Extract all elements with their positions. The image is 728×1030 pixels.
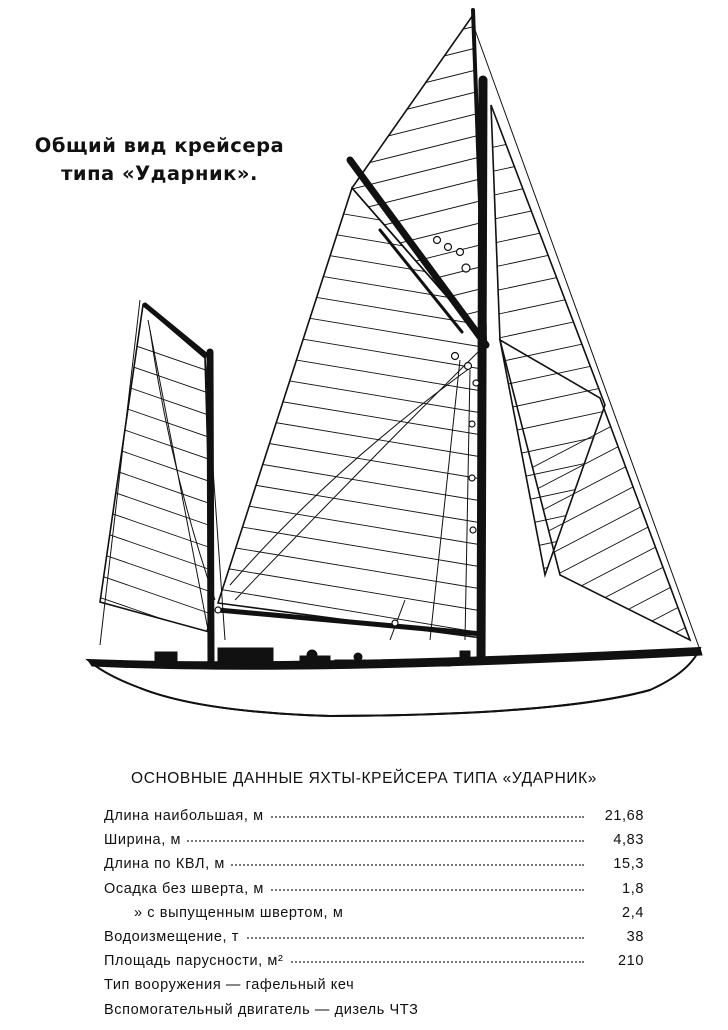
spec-row bbox=[104, 856, 644, 880]
spec-label: Тип вооружения — гафельный кеч bbox=[104, 977, 355, 994]
spec-label: Водоизмещение, т bbox=[104, 929, 245, 945]
rigging-blocks bbox=[215, 237, 479, 627]
spec-row bbox=[104, 953, 644, 977]
specs-table bbox=[104, 808, 644, 1026]
spec-label: Площадь парусности, м² bbox=[104, 953, 289, 969]
spec-row bbox=[104, 832, 644, 856]
spec-label: Длина наибольшая, м bbox=[104, 808, 270, 824]
spec-value: 2,4 bbox=[584, 905, 644, 921]
spec-label: » с выпущенным швертом, м bbox=[134, 905, 349, 921]
spec-value: 210 bbox=[584, 953, 644, 969]
caption-line-1: Общий вид крейсера bbox=[34, 134, 285, 157]
spec-value: 38 bbox=[584, 929, 644, 945]
spec-label: Осадка без шверта, м bbox=[104, 881, 270, 897]
spec-row bbox=[104, 977, 644, 1001]
caption-line-2: типа «Ударник». bbox=[61, 162, 258, 185]
spec-value: 15,3 bbox=[584, 856, 644, 872]
specs-title: ОСНОВНЫЕ ДАННЫЕ ЯХТЫ-КРЕЙСЕРА ТИПА «УДАРНИК» bbox=[131, 770, 597, 787]
spec-label: Ширина, м bbox=[104, 832, 187, 848]
main-sail bbox=[200, 188, 500, 658]
spec-row bbox=[104, 905, 644, 929]
spec-row bbox=[104, 881, 644, 905]
spec-row bbox=[104, 1002, 644, 1026]
hull bbox=[88, 648, 702, 716]
spec-label: Длина по КВЛ, м bbox=[104, 856, 231, 872]
spec-value: 1,8 bbox=[584, 881, 644, 897]
spec-value: 4,83 bbox=[584, 832, 644, 848]
spec-label: Вспомогательный двигатель — дизель ЧТЗ bbox=[104, 1001, 419, 1018]
spec-row bbox=[104, 808, 644, 832]
spec-row bbox=[104, 929, 644, 953]
spec-value: 21,68 bbox=[584, 808, 644, 824]
